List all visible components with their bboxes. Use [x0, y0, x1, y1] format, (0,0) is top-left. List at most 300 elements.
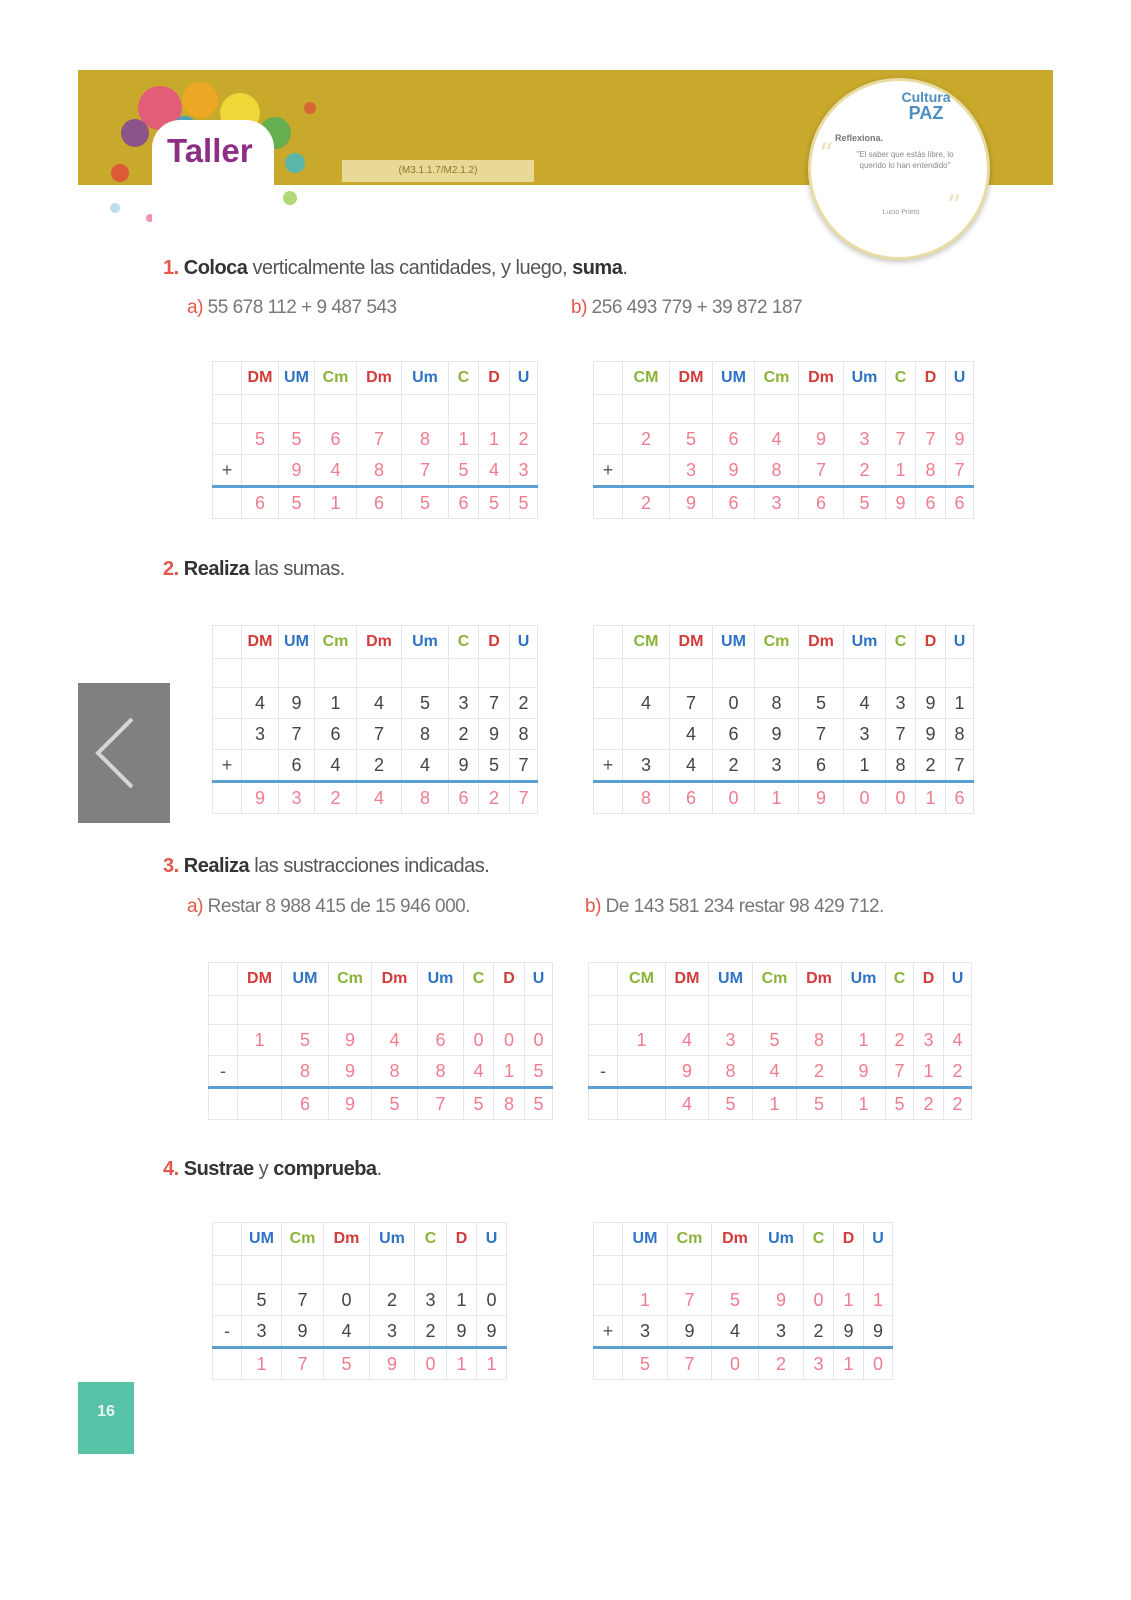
blank-row: [594, 659, 974, 688]
exercise-1b: [571, 297, 802, 319]
digit-cell: 1: [946, 688, 974, 719]
blank-cell: [238, 996, 282, 1025]
exercise-2-heading: [163, 558, 345, 581]
digit-cell: 2: [510, 688, 538, 719]
blank-cell: [324, 1256, 370, 1285]
result-digit: 5: [623, 1348, 668, 1380]
blank-cell: [372, 996, 418, 1025]
digit-cell: 9: [759, 1285, 804, 1316]
digit-cell: 3: [510, 455, 538, 487]
exercise-3b: [585, 896, 884, 918]
sign-cell: [209, 996, 238, 1025]
digit-cell: 1: [315, 688, 357, 719]
operator-sign: [594, 1285, 623, 1316]
blank-cell: [315, 395, 357, 424]
digit-cell: 0: [804, 1285, 834, 1316]
blank-cell: [886, 395, 916, 424]
column-header: Cm: [755, 626, 799, 659]
column-header: CM: [623, 362, 670, 395]
digit-cell: [242, 750, 279, 782]
column-header: D: [447, 1223, 477, 1256]
result-digit: 1: [842, 1088, 886, 1120]
operator-sign: +: [213, 455, 242, 487]
place-value-table: [593, 625, 974, 814]
column-header: D: [916, 362, 946, 395]
digit-cell: 9: [279, 688, 315, 719]
blank-row: [213, 395, 538, 424]
operator-sign: [213, 688, 242, 719]
sign-cell: [594, 1256, 623, 1285]
result-digit: 2: [759, 1348, 804, 1380]
sign-cell: [213, 487, 242, 519]
digit-cell: 7: [799, 455, 844, 487]
item-text: 55 678 112 + 9 487 543: [202, 297, 397, 318]
column-header: U: [946, 362, 974, 395]
column-header: Dm: [357, 626, 402, 659]
digit-cell: 2: [623, 424, 670, 455]
column-header: Dm: [372, 963, 418, 996]
digit-cell: 2: [797, 1056, 842, 1088]
digit-cell: 8: [357, 455, 402, 487]
exercise-text: las sustracciones indicadas.: [249, 855, 490, 877]
exercise-number: 4.: [163, 1158, 179, 1180]
result-digit: 1: [753, 1088, 797, 1120]
blank-cell: [242, 659, 279, 688]
column-header: DM: [670, 362, 713, 395]
digit-cell: 5: [242, 424, 279, 455]
sign-cell: [213, 395, 242, 424]
blank-cell: [916, 395, 946, 424]
digit-cell: 3: [370, 1316, 415, 1348]
column-header: C: [464, 963, 494, 996]
blank-cell: [510, 659, 538, 688]
operand-row: [594, 750, 974, 782]
digit-cell: 9: [842, 1056, 886, 1088]
result-digit: 7: [418, 1088, 464, 1120]
digit-cell: [618, 1056, 666, 1088]
digit-cell: [242, 455, 279, 487]
digit-cell: 3: [886, 688, 916, 719]
header-row: [589, 963, 972, 996]
blank-cell: [402, 395, 449, 424]
operand-row: [594, 719, 974, 750]
result-digit: 2: [479, 782, 510, 814]
digit-cell: 2: [415, 1316, 447, 1348]
result-digit: 6: [799, 487, 844, 519]
digit-cell: 4: [464, 1056, 494, 1088]
result-digit: 1: [916, 782, 946, 814]
column-header: UM: [279, 626, 315, 659]
digit-cell: 5: [753, 1025, 797, 1056]
blank-cell: [402, 659, 449, 688]
sign-cell: [213, 782, 242, 814]
digit-cell: 4: [623, 688, 670, 719]
blank-cell: [279, 395, 315, 424]
column-header: Dm: [324, 1223, 370, 1256]
operator-sign: +: [594, 455, 623, 487]
result-digit: 3: [755, 487, 799, 519]
operator-sign: -: [209, 1056, 238, 1088]
result-digit: 5: [709, 1088, 753, 1120]
column-header: C: [449, 362, 479, 395]
digit-cell: 7: [799, 719, 844, 750]
digit-cell: [623, 455, 670, 487]
badge-title: [886, 89, 966, 122]
column-header: Um: [418, 963, 464, 996]
digit-cell: 1: [914, 1056, 944, 1088]
digit-cell: 3: [844, 424, 886, 455]
result-digit: 0: [713, 782, 755, 814]
digit-cell: 4: [479, 455, 510, 487]
digit-cell: 8: [946, 719, 974, 750]
header-row: [213, 626, 538, 659]
digit-cell: 3: [242, 1316, 282, 1348]
digit-cell: 6: [713, 719, 755, 750]
digit-cell: 2: [510, 424, 538, 455]
header-row: [209, 963, 553, 996]
column-header: DM: [242, 626, 279, 659]
digit-cell: 5: [449, 455, 479, 487]
result-row: [589, 1088, 972, 1120]
digit-cell: 2: [916, 750, 946, 782]
column-header: D: [494, 963, 525, 996]
column-header: Dm: [799, 626, 844, 659]
column-header: C: [415, 1223, 447, 1256]
column-header: UM: [282, 963, 329, 996]
digit-cell: 1: [618, 1025, 666, 1056]
result-digit: 1: [755, 782, 799, 814]
result-row: [594, 487, 974, 519]
operand-row: [213, 1285, 507, 1316]
digit-cell: 9: [449, 750, 479, 782]
sign-cell: [594, 487, 623, 519]
result-row: [213, 487, 538, 519]
digit-cell: 9: [479, 719, 510, 750]
digit-cell: 7: [886, 1056, 914, 1088]
exercise-verb: comprueba: [273, 1158, 377, 1180]
digit-cell: 3: [914, 1025, 944, 1056]
column-header: U: [944, 963, 972, 996]
exercise-number: 3.: [163, 855, 179, 877]
result-digit: 9: [799, 782, 844, 814]
digit-cell: 8: [886, 750, 916, 782]
blank-cell: [834, 1256, 864, 1285]
digit-cell: 4: [357, 688, 402, 719]
curriculum-code: (M3.1.1.7/M2.1.2): [342, 160, 534, 182]
blank-cell: [914, 996, 944, 1025]
exercise-3a: [187, 896, 470, 918]
badge-author: Lucio Prieto: [882, 209, 920, 216]
digit-cell: 8: [755, 455, 799, 487]
previous-page-button[interactable]: [78, 683, 170, 823]
place-value-table: [593, 361, 974, 519]
result-digit: 2: [914, 1088, 944, 1120]
place-value-table: [208, 962, 553, 1120]
digit-cell: 7: [668, 1285, 712, 1316]
digit-cell: 4: [242, 688, 279, 719]
digit-cell: 1: [834, 1285, 864, 1316]
place-value-table: [593, 1222, 893, 1380]
digit-cell: 4: [844, 688, 886, 719]
result-digit: 5: [372, 1088, 418, 1120]
badge-subtitle: Reflexiona.: [835, 133, 884, 143]
blank-cell: [864, 1256, 893, 1285]
blank-cell: [282, 1256, 324, 1285]
column-header: C: [886, 362, 916, 395]
column-header: U: [525, 963, 553, 996]
digit-cell: 6: [315, 424, 357, 455]
blank-cell: [618, 996, 666, 1025]
blank-cell: [447, 1256, 477, 1285]
result-digit: 1: [834, 1348, 864, 1380]
operator-sign: [213, 719, 242, 750]
digit-cell: 9: [279, 455, 315, 487]
blank-cell: [844, 395, 886, 424]
column-header: Dm: [357, 362, 402, 395]
operator-sign: [213, 1285, 242, 1316]
digit-cell: 0: [713, 688, 755, 719]
result-digit: 0: [712, 1348, 759, 1380]
operand-row: [589, 1025, 972, 1056]
blank-cell: [315, 659, 357, 688]
result-digit: 6: [713, 487, 755, 519]
digit-cell: 1: [479, 424, 510, 455]
header-row: [594, 362, 974, 395]
blank-row: [213, 659, 538, 688]
blank-cell: [709, 996, 753, 1025]
exercise-text: las sumas.: [249, 558, 345, 580]
place-value-table: [212, 361, 538, 519]
digit-cell: 3: [623, 1316, 668, 1348]
blank-cell: [464, 996, 494, 1025]
result-row: [594, 782, 974, 814]
blank-cell: [670, 659, 713, 688]
digit-cell: 9: [447, 1316, 477, 1348]
result-digit: 5: [844, 487, 886, 519]
column-header: Um: [402, 362, 449, 395]
sign-cell: [213, 626, 242, 659]
exercise-text: y: [253, 1158, 274, 1180]
column-header: U: [864, 1223, 893, 1256]
blank-cell: [418, 996, 464, 1025]
blank-cell: [623, 395, 670, 424]
result-digit: 7: [510, 782, 538, 814]
place-value-table: [212, 625, 538, 814]
blank-cell: [357, 395, 402, 424]
column-header: U: [477, 1223, 507, 1256]
blank-cell: [477, 1256, 507, 1285]
operand-row: [594, 424, 974, 455]
digit-cell: 1: [494, 1056, 525, 1088]
blank-cell: [623, 1256, 668, 1285]
digit-cell: 7: [946, 750, 974, 782]
digit-cell: 4: [670, 750, 713, 782]
digit-cell: 6: [713, 424, 755, 455]
sign-cell: [589, 1088, 618, 1120]
digit-cell: 5: [242, 1285, 282, 1316]
blank-cell: [329, 996, 372, 1025]
result-digit: 2: [944, 1088, 972, 1120]
blank-cell: [759, 1256, 804, 1285]
blank-cell: [666, 996, 709, 1025]
digit-cell: 4: [670, 719, 713, 750]
digit-cell: 2: [449, 719, 479, 750]
digit-cell: 7: [479, 688, 510, 719]
digit-cell: 0: [494, 1025, 525, 1056]
column-header: UM: [279, 362, 315, 395]
sign-cell: [213, 659, 242, 688]
operand-row: [213, 750, 538, 782]
column-header: CM: [623, 626, 670, 659]
digit-cell: 9: [916, 719, 946, 750]
result-digit: 8: [402, 782, 449, 814]
result-digit: 6: [357, 487, 402, 519]
result-digit: 0: [415, 1348, 447, 1380]
blank-cell: [449, 659, 479, 688]
column-header: Cm: [315, 626, 357, 659]
blank-cell: [668, 1256, 712, 1285]
blank-row: [589, 996, 972, 1025]
column-header: D: [834, 1223, 864, 1256]
column-header: Um: [370, 1223, 415, 1256]
sign-cell: [589, 963, 618, 996]
column-header: D: [479, 626, 510, 659]
page-number: 16: [78, 1382, 134, 1454]
result-digit: 6: [946, 487, 974, 519]
column-header: CM: [618, 963, 666, 996]
sign-cell: [589, 996, 618, 1025]
badge-title-line2: PAZ: [908, 103, 944, 123]
column-header: Um: [844, 626, 886, 659]
digit-cell: 9: [916, 688, 946, 719]
exercise-number: 1.: [163, 257, 179, 279]
exercise-1a: [187, 297, 397, 319]
digit-cell: 7: [886, 424, 916, 455]
result-digit: 5: [797, 1088, 842, 1120]
result-digit: 0: [844, 782, 886, 814]
blank-cell: [242, 395, 279, 424]
column-header: D: [916, 626, 946, 659]
digit-cell: 1: [623, 1285, 668, 1316]
digit-cell: 2: [804, 1316, 834, 1348]
blank-cell: [242, 1256, 282, 1285]
operator-sign: [209, 1025, 238, 1056]
exercise-text: verticalmente las cantidades, y luego,: [247, 257, 573, 279]
sign-cell: [594, 782, 623, 814]
column-header: UM: [713, 362, 755, 395]
result-digit: 9: [670, 487, 713, 519]
result-row: [209, 1088, 553, 1120]
blank-cell: [944, 996, 972, 1025]
digit-cell: 3: [242, 719, 279, 750]
digit-cell: 5: [670, 424, 713, 455]
digit-cell: 6: [418, 1025, 464, 1056]
exercise-3-heading: [163, 855, 489, 878]
open-quote-icon: “: [819, 137, 834, 170]
exercise-verb: Sustrae: [183, 1158, 254, 1180]
column-header: DM: [242, 362, 279, 395]
digit-cell: 5: [479, 750, 510, 782]
digit-cell: 2: [886, 1025, 914, 1056]
digit-cell: 1: [886, 455, 916, 487]
digit-cell: 7: [916, 424, 946, 455]
column-header: Dm: [797, 963, 842, 996]
result-digit: 1: [242, 1348, 282, 1380]
result-digit: 5: [324, 1348, 370, 1380]
digit-cell: 3: [844, 719, 886, 750]
item-label: a): [187, 896, 203, 917]
digit-cell: 9: [864, 1316, 893, 1348]
operand-row: [213, 688, 538, 719]
digit-cell: 2: [713, 750, 755, 782]
operand-row: [213, 719, 538, 750]
blank-cell: [797, 996, 842, 1025]
column-header: Cm: [755, 362, 799, 395]
digit-cell: 0: [477, 1285, 507, 1316]
digit-cell: 8: [282, 1056, 329, 1088]
digit-cell: 1: [864, 1285, 893, 1316]
digit-cell: 4: [324, 1316, 370, 1348]
digit-cell: 9: [666, 1056, 709, 1088]
digit-cell: 4: [944, 1025, 972, 1056]
blank-cell: [479, 395, 510, 424]
digit-cell: 0: [525, 1025, 553, 1056]
result-digit: [618, 1088, 666, 1120]
exercise-1-heading: [163, 257, 627, 280]
operator-sign: [594, 719, 623, 750]
blank-cell: [713, 659, 755, 688]
header-row: [594, 626, 974, 659]
blank-cell: [510, 395, 538, 424]
result-digit: 5: [525, 1088, 553, 1120]
blank-cell: [916, 659, 946, 688]
digit-cell: 9: [799, 424, 844, 455]
digit-cell: 7: [282, 1285, 324, 1316]
digit-cell: 5: [712, 1285, 759, 1316]
result-digit: 0: [886, 782, 916, 814]
digit-cell: 4: [712, 1316, 759, 1348]
operand-row: [594, 455, 974, 487]
item-label: b): [585, 896, 601, 917]
digit-cell: 4: [372, 1025, 418, 1056]
result-digit: 5: [464, 1088, 494, 1120]
item-label: a): [187, 297, 203, 318]
column-header: DM: [670, 626, 713, 659]
result-digit: 5: [479, 487, 510, 519]
digit-cell: 9: [477, 1316, 507, 1348]
digit-cell: [238, 1056, 282, 1088]
blank-cell: [370, 1256, 415, 1285]
column-header: C: [886, 626, 916, 659]
exercise-text: .: [622, 257, 628, 279]
operator-sign: -: [589, 1056, 618, 1088]
digit-cell: 2: [357, 750, 402, 782]
column-header: Cm: [315, 362, 357, 395]
column-header: Um: [844, 362, 886, 395]
sign-cell: [213, 1223, 242, 1256]
column-header: Cm: [753, 963, 797, 996]
column-header: DM: [666, 963, 709, 996]
digit-cell: 3: [415, 1285, 447, 1316]
digit-cell: 2: [370, 1285, 415, 1316]
digit-cell: 1: [842, 1025, 886, 1056]
digit-cell: 3: [449, 688, 479, 719]
operand-row: [594, 1285, 893, 1316]
digit-cell: 9: [329, 1056, 372, 1088]
blank-cell: [886, 996, 914, 1025]
sign-cell: [594, 1223, 623, 1256]
column-header: U: [510, 362, 538, 395]
